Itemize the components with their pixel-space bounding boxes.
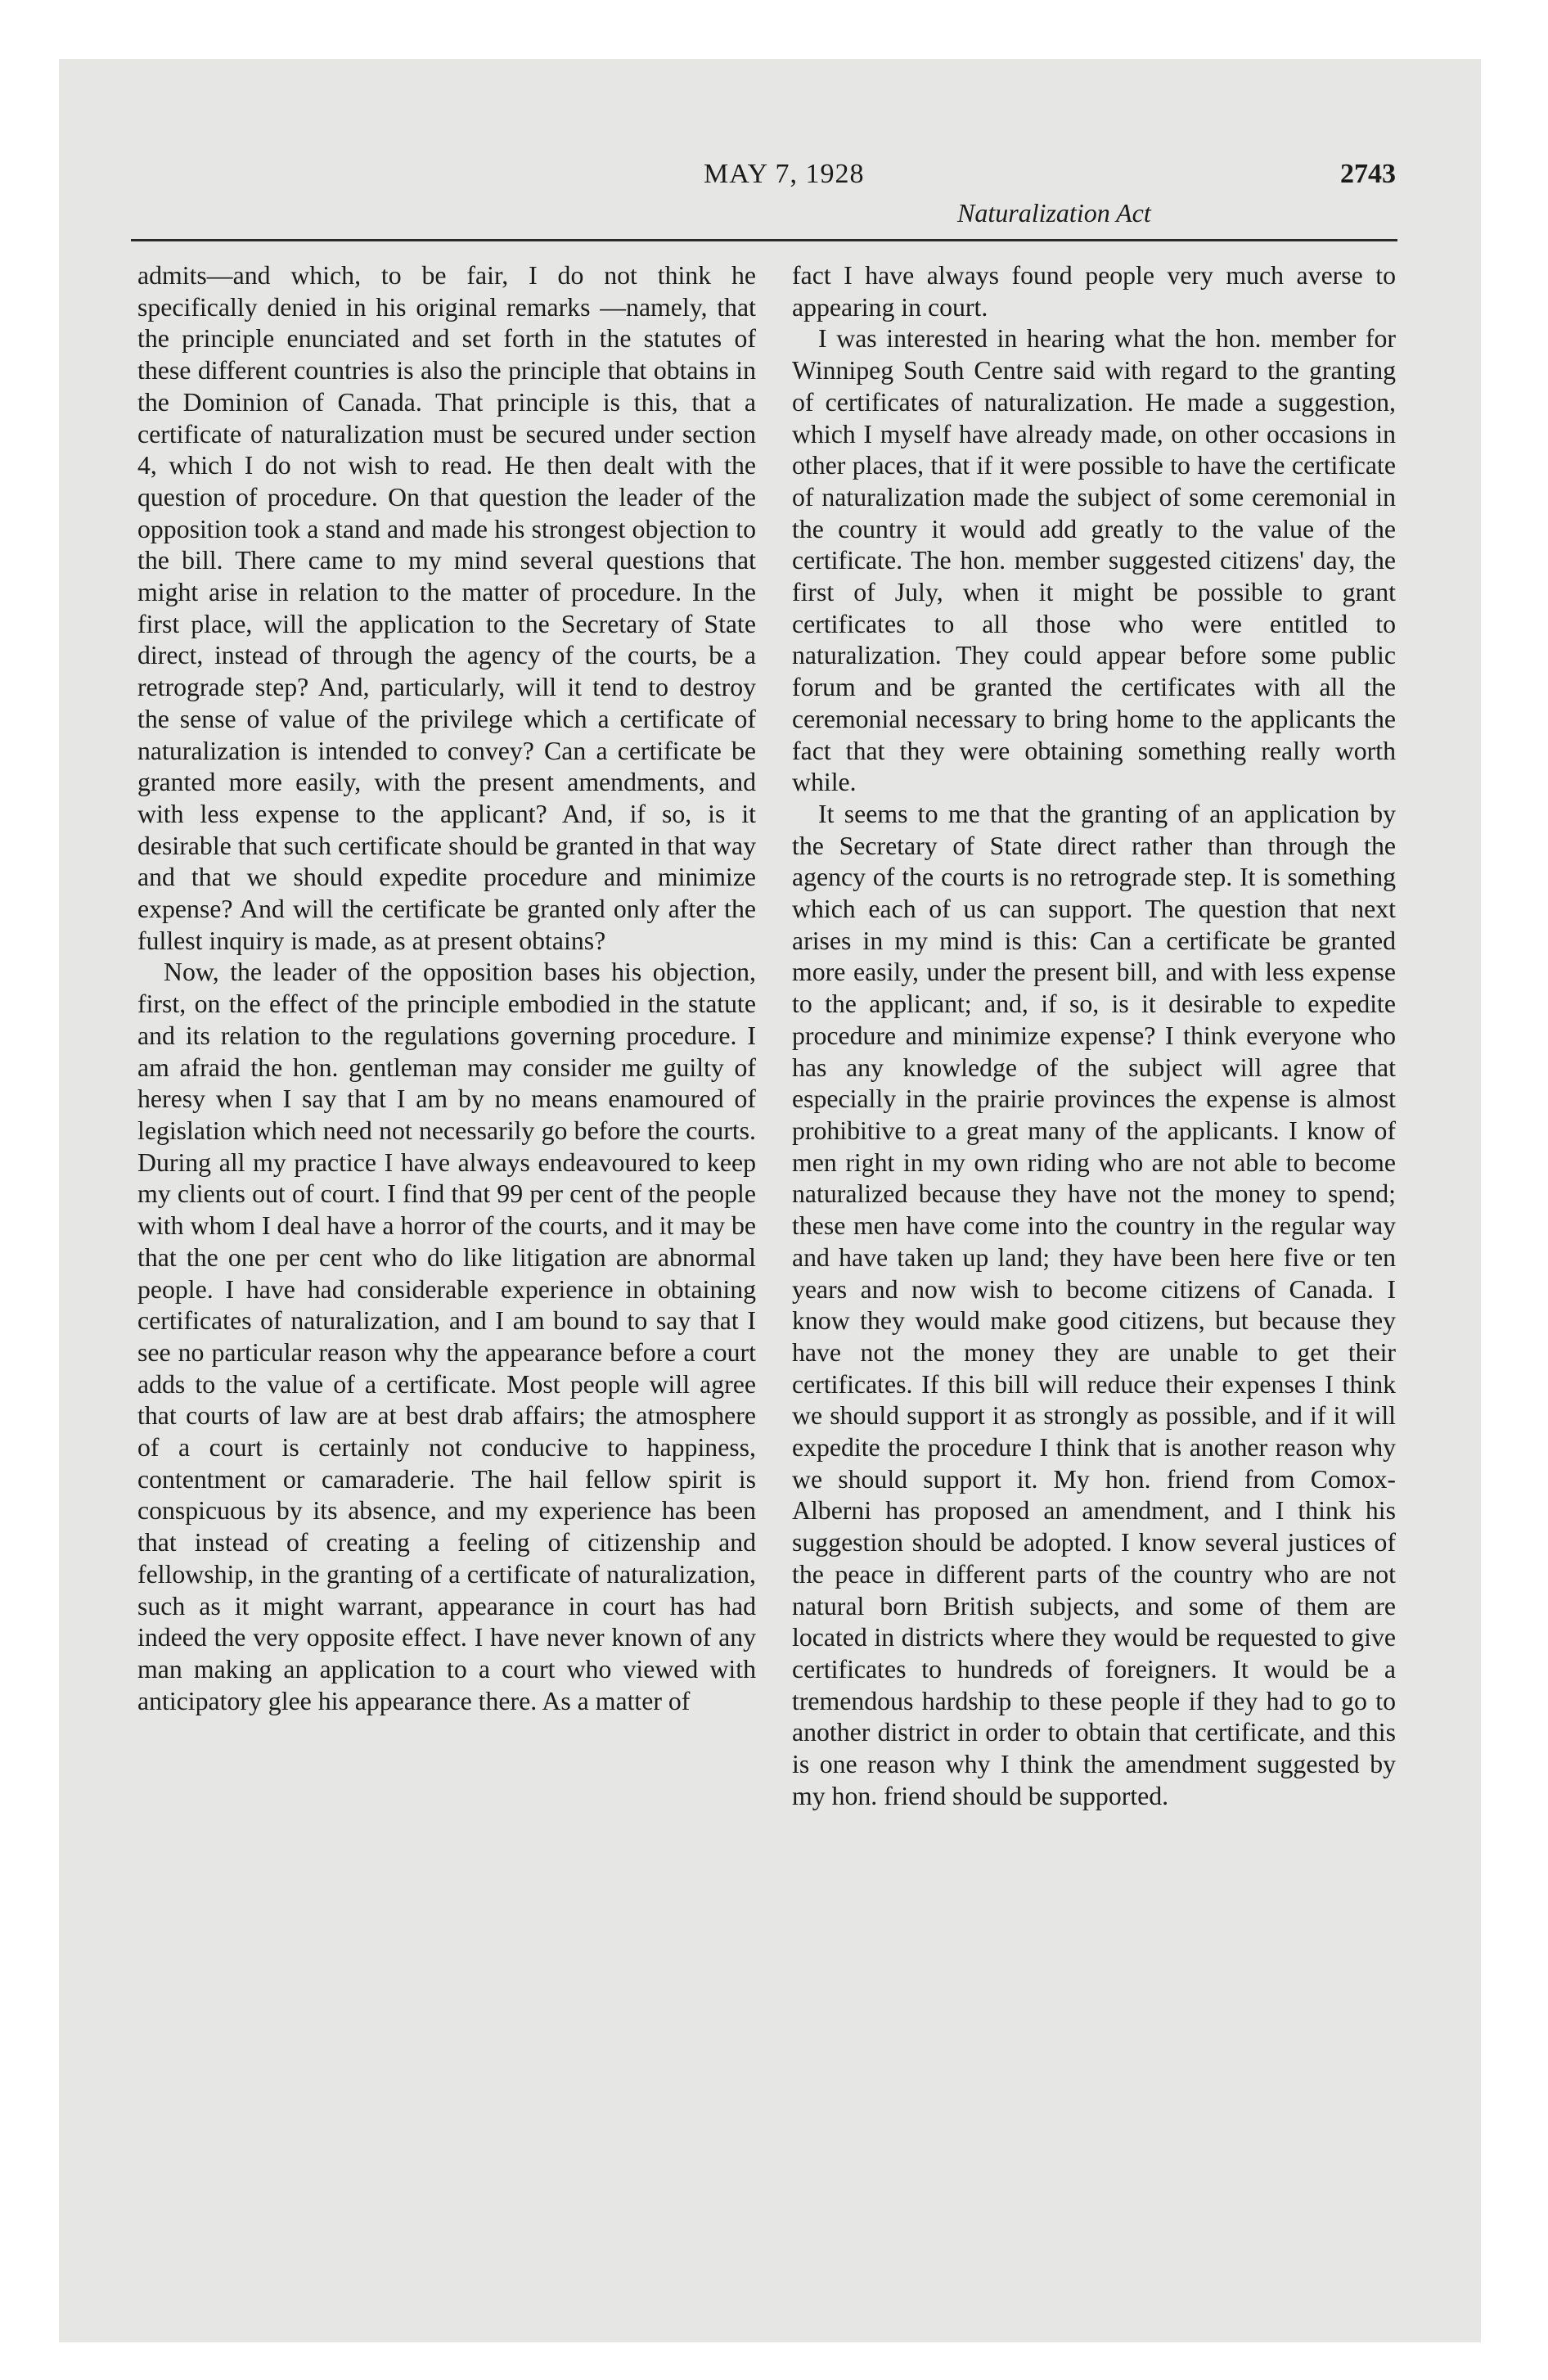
- paragraph: Now, the leader of the opposition bases his objection, first, on the effect of the principle embodied in the statute and its relation to the regulations governing procedure. I am afraid the hon. gentleman may consider me guilty of heresy when I say that I am by no means enamoured of legislation which need not necessarily go before the courts. During all my practice I have always endeavoured to keep my clients out of court. I find that 99 per cent of the people with whom I deal have a horror of the courts, and it may be that the one per cent who do like litigation are abnormal people. I have had considerable experience in obtaining certificates of naturalization, and I am bound to say that I see no particular reason why the appearance before a court adds to the value of a certificate. Most people will agree that courts of law are at best drab affairs; the atmosphere of a court is certainly not conducive to happiness, contentment or camaraderie. The hail fellow spirit is conspicuous by its absence, and my experience has been that instead of creating a feeling of citizenship and fellowship, in the granting of a certificate of naturalization, such as it might warrant, appearance in court has had indeed the very opposite effect. I have never known of any man making an application to a court who viewed with anticipatory glee his appearance there. As a matter of: [137, 958, 756, 1715]
- header-rule: [131, 239, 1397, 241]
- paragraph: It seems to me that the granting of an application by the Secretary of State direct rather than through the agency of the courts is no retrograde step. It is something which each of us can support. The question that next arises in my mind is this: Can a certificate be granted more easily, under the present bill, and with less expense to the applicant; and, if so, is it desirable to expedite procedure and minimize expense? I think everyone who has any knowledge of the subject will agree that especially in the prairie provinces the expense is almost prohibitive to a great many of the applicants. I know of men right in my own riding who are not able to become naturalized because they have not the money to spend; these men have come into the country in the regular way and have taken up land; they have been here five or ten years and now wish to become citizens of Canada. I know they would make good citizens, but because they have not the money they are unable to get their certificates. If this bill will reduce their expenses I think we should support it as strongly as possible, and if it will expedite the procedure I think that is another reason why we should support it. My hon. friend from Comox-Alberni has proposed an amendment, and I think his suggestion should be adopted. I know several justices of the peace in different parts of the country who are not natural born British subjects, and some of them are located in districts where they would be requested to give certificates to hundreds of foreigners. It would be a tremendous hardship to these people if they had to go to another district in order to obtain that certificate, and this is one reason why I think the amendment suggested by my hon. friend should be supported.: [792, 799, 1396, 1810]
- page-number: 2743: [1340, 159, 1396, 189]
- paragraph: fact I have always found people very much averse to appearing in court.: [792, 261, 1396, 322]
- left-column: [137, 260, 756, 1717]
- right-column: [792, 260, 1396, 1812]
- header-title: Naturalization Act: [957, 198, 1151, 228]
- paragraph: I was interested in hearing what the hon. member for Winnipeg South Centre said with regard to the granting of certificates of naturalization. He made a suggestion, which I myself have already made, on other occasions in other places, that if it were possible to have the certificate of naturalization made the subject of some ceremonial in the country it would add greatly to the value of the certificate. The hon. member suggested citizens' day, the first of July, when it might be possible to grant certificates to all those who were entitled to naturalization. They could appear before some public forum and be granted the certificates with all the ceremonial necessary to bring home to the applicants the fact that they were obtaining something really worth while.: [792, 324, 1396, 797]
- page-header: [131, 146, 1396, 228]
- header-date: MAY 7, 1928: [704, 159, 865, 189]
- paragraph: admits—and which, to be fair, I do not think he specifically denied in his original remarks —namely, that the principle enunciated and set forth in the statutes of these different countries is also the principle that obtains in the Dominion of Canada. That principle is this, that a certificate of naturalization must be secured under section 4, which I do not wish to read. He then dealt with the question of procedure. On that question the leader of the opposition took a stand and made his strongest objection to the bill. There came to my mind several questions that might arise in relation to the matter of procedure. In the first place, will the application to the Secretary of State direct, instead of through the agency of the courts, be a retrograde step? And, particularly, will it tend to destroy the sense of value of the privilege which a certificate of naturalization is intended to convey? Can a certificate be granted more easily, with the present amendments, and with less expense to the applicant? And, if so, is it desirable that such certificate should be granted in that way and that we should expedite procedure and minimize expense? And will the certificate be granted only after the fullest inquiry is made, as at present obtains?: [137, 261, 756, 955]
